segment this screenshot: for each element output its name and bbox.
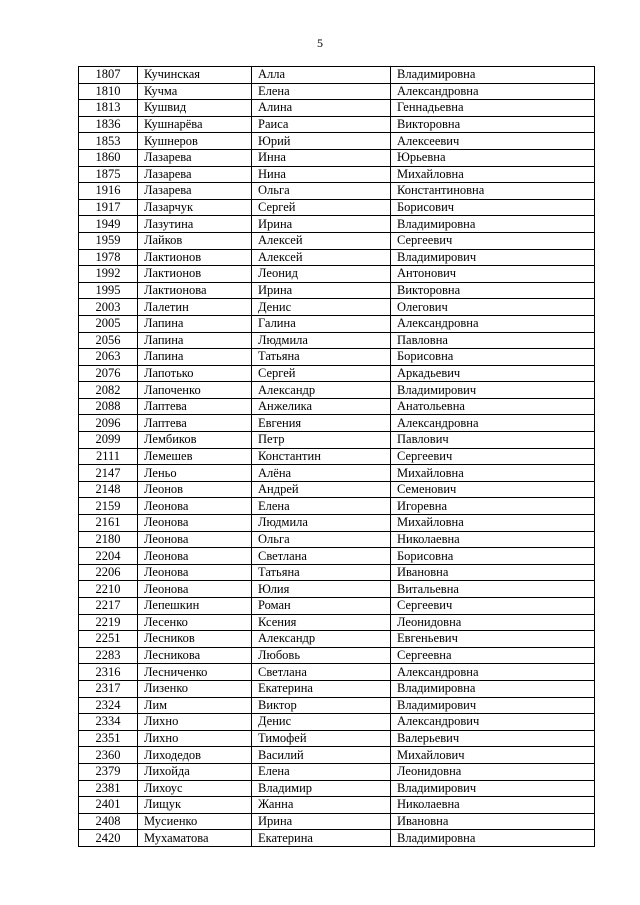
last-name-cell: Леонова xyxy=(138,564,252,581)
first-name-cell: Ирина xyxy=(252,216,391,233)
table-row xyxy=(79,149,595,166)
patronymic-cell: Николаевна xyxy=(391,531,595,548)
last-name-cell: Лапина xyxy=(138,315,252,332)
record-number-cell: 2088 xyxy=(79,398,138,415)
patronymic-cell: Александровна xyxy=(391,315,595,332)
record-number-cell: 2408 xyxy=(79,813,138,830)
first-name-cell: Раиса xyxy=(252,116,391,133)
table-row xyxy=(79,448,595,465)
patronymic-cell: Владимировна xyxy=(391,216,595,233)
record-number-cell: 2420 xyxy=(79,830,138,847)
last-name-cell: Лазарева xyxy=(138,149,252,166)
last-name-cell: Лазарева xyxy=(138,166,252,183)
first-name-cell: Василий xyxy=(252,747,391,764)
table-row xyxy=(79,249,595,266)
record-number-cell: 2111 xyxy=(79,448,138,465)
record-number-cell: 1875 xyxy=(79,166,138,183)
first-name-cell: Андрей xyxy=(252,481,391,498)
last-name-cell: Лихно xyxy=(138,730,252,747)
last-name-cell: Лапина xyxy=(138,332,252,349)
first-name-cell: Алексей xyxy=(252,249,391,266)
first-name-cell: Александр xyxy=(252,382,391,399)
last-name-cell: Лактионова xyxy=(138,282,252,299)
first-name-cell: Екатерина xyxy=(252,830,391,847)
table-row xyxy=(79,432,595,449)
first-name-cell: Петр xyxy=(252,432,391,449)
last-name-cell: Лапотько xyxy=(138,365,252,382)
last-name-cell: Мухаматова xyxy=(138,830,252,847)
last-name-cell: Лим xyxy=(138,697,252,714)
table-row xyxy=(79,83,595,100)
patronymic-cell: Владимировна xyxy=(391,830,595,847)
table-row xyxy=(79,797,595,814)
table-row xyxy=(79,515,595,532)
table-row xyxy=(79,266,595,283)
last-name-cell: Лемешев xyxy=(138,448,252,465)
first-name-cell: Ксения xyxy=(252,614,391,631)
table-row xyxy=(79,614,595,631)
first-name-cell: Елена xyxy=(252,83,391,100)
record-number-cell: 2324 xyxy=(79,697,138,714)
table-row xyxy=(79,697,595,714)
first-name-cell: Людмила xyxy=(252,332,391,349)
last-name-cell: Кушнеров xyxy=(138,133,252,150)
table-row xyxy=(79,647,595,664)
last-name-cell: Лесниченко xyxy=(138,664,252,681)
patronymic-cell: Александровна xyxy=(391,83,595,100)
first-name-cell: Людмила xyxy=(252,515,391,532)
patronymic-cell: Константиновна xyxy=(391,183,595,200)
last-name-cell: Лазарева xyxy=(138,183,252,200)
patronymic-cell: Ивановна xyxy=(391,813,595,830)
last-name-cell: Лаптева xyxy=(138,415,252,432)
first-name-cell: Светлана xyxy=(252,664,391,681)
patronymic-cell: Михайловна xyxy=(391,166,595,183)
table-row xyxy=(79,133,595,150)
patronymic-cell: Николаевна xyxy=(391,797,595,814)
table-row xyxy=(79,631,595,648)
table-row xyxy=(79,714,595,731)
patronymic-cell: Аркадьевич xyxy=(391,365,595,382)
record-number-cell: 2381 xyxy=(79,780,138,797)
table-row xyxy=(79,680,595,697)
patronymic-cell: Александровна xyxy=(391,664,595,681)
last-name-cell: Лактионов xyxy=(138,249,252,266)
first-name-cell: Светлана xyxy=(252,548,391,565)
record-number-cell: 1813 xyxy=(79,100,138,117)
record-number-cell: 2180 xyxy=(79,531,138,548)
table-row xyxy=(79,747,595,764)
table-row xyxy=(79,183,595,200)
last-name-cell: Лаптева xyxy=(138,398,252,415)
last-name-cell: Лихойда xyxy=(138,763,252,780)
record-number-cell: 1916 xyxy=(79,183,138,200)
table-row xyxy=(79,531,595,548)
patronymic-cell: Викторовна xyxy=(391,116,595,133)
patronymic-cell: Александровна xyxy=(391,415,595,432)
patronymic-cell: Сергеевич xyxy=(391,232,595,249)
first-name-cell: Леонид xyxy=(252,266,391,283)
record-number-cell: 2379 xyxy=(79,763,138,780)
last-name-cell: Лихно xyxy=(138,714,252,731)
table-row xyxy=(79,315,595,332)
patronymic-cell: Юрьевна xyxy=(391,149,595,166)
table-row xyxy=(79,166,595,183)
last-name-cell: Лесенко xyxy=(138,614,252,631)
table-row xyxy=(79,581,595,598)
table-row xyxy=(79,382,595,399)
table-row xyxy=(79,116,595,133)
last-name-cell: Лазарчук xyxy=(138,199,252,216)
table-row xyxy=(79,830,595,847)
first-name-cell: Ольга xyxy=(252,183,391,200)
patronymic-cell: Александрович xyxy=(391,714,595,731)
table-row xyxy=(79,498,595,515)
patronymic-cell: Алексеевич xyxy=(391,133,595,150)
record-number-cell: 2210 xyxy=(79,581,138,598)
patronymic-cell: Борисович xyxy=(391,199,595,216)
patronymic-cell: Владимирович xyxy=(391,780,595,797)
record-number-cell: 2148 xyxy=(79,481,138,498)
record-number-cell: 1860 xyxy=(79,149,138,166)
last-name-cell: Лактионов xyxy=(138,266,252,283)
record-number-cell: 1810 xyxy=(79,83,138,100)
last-name-cell: Кушвид xyxy=(138,100,252,117)
first-name-cell: Алексей xyxy=(252,232,391,249)
last-name-cell: Леонов xyxy=(138,481,252,498)
first-name-cell: Юрий xyxy=(252,133,391,150)
table-row xyxy=(79,67,595,84)
record-number-cell: 2159 xyxy=(79,498,138,515)
record-number-cell: 1807 xyxy=(79,67,138,84)
patronymic-cell: Михайловна xyxy=(391,465,595,482)
record-number-cell: 1949 xyxy=(79,216,138,233)
patronymic-cell: Ивановна xyxy=(391,564,595,581)
first-name-cell: Сергей xyxy=(252,199,391,216)
first-name-cell: Денис xyxy=(252,299,391,316)
table-row xyxy=(79,332,595,349)
last-name-cell: Кучинская xyxy=(138,67,252,84)
last-name-cell: Леонова xyxy=(138,548,252,565)
last-name-cell: Кучма xyxy=(138,83,252,100)
table-row xyxy=(79,813,595,830)
record-number-cell: 2063 xyxy=(79,349,138,366)
patronymic-cell: Владимирович xyxy=(391,382,595,399)
table-row xyxy=(79,199,595,216)
last-name-cell: Кушнарёва xyxy=(138,116,252,133)
first-name-cell: Владимир xyxy=(252,780,391,797)
first-name-cell: Татьяна xyxy=(252,349,391,366)
record-number-cell: 2217 xyxy=(79,598,138,615)
patronymic-cell: Геннадьевна xyxy=(391,100,595,117)
first-name-cell: Любовь xyxy=(252,647,391,664)
first-name-cell: Екатерина xyxy=(252,680,391,697)
last-name-cell: Лайков xyxy=(138,232,252,249)
first-name-cell: Константин xyxy=(252,448,391,465)
record-number-cell: 2147 xyxy=(79,465,138,482)
first-name-cell: Ольга xyxy=(252,531,391,548)
first-name-cell: Алина xyxy=(252,100,391,117)
last-name-cell: Лиходедов xyxy=(138,747,252,764)
roster-body xyxy=(79,67,595,847)
table-row xyxy=(79,232,595,249)
record-number-cell: 2316 xyxy=(79,664,138,681)
last-name-cell: Лалетин xyxy=(138,299,252,316)
first-name-cell: Жанна xyxy=(252,797,391,814)
last-name-cell: Лесникова xyxy=(138,647,252,664)
patronymic-cell: Викторовна xyxy=(391,282,595,299)
record-number-cell: 2005 xyxy=(79,315,138,332)
last-name-cell: Леньо xyxy=(138,465,252,482)
patronymic-cell: Владимирович xyxy=(391,697,595,714)
patronymic-cell: Игоревна xyxy=(391,498,595,515)
first-name-cell: Денис xyxy=(252,714,391,731)
table-row xyxy=(79,299,595,316)
patronymic-cell: Павловна xyxy=(391,332,595,349)
patronymic-cell: Анатольевна xyxy=(391,398,595,415)
table-row xyxy=(79,398,595,415)
table-row xyxy=(79,465,595,482)
patronymic-cell: Владимировна xyxy=(391,67,595,84)
table-row xyxy=(79,598,595,615)
first-name-cell: Галина xyxy=(252,315,391,332)
last-name-cell: Лембиков xyxy=(138,432,252,449)
record-number-cell: 2204 xyxy=(79,548,138,565)
patronymic-cell: Сергеевна xyxy=(391,647,595,664)
first-name-cell: Ирина xyxy=(252,282,391,299)
patronymic-cell: Владимировна xyxy=(391,680,595,697)
patronymic-cell: Валерьевич xyxy=(391,730,595,747)
last-name-cell: Лапоченко xyxy=(138,382,252,399)
record-number-cell: 2003 xyxy=(79,299,138,316)
patronymic-cell: Борисовна xyxy=(391,548,595,565)
patronymic-cell: Сергеевич xyxy=(391,448,595,465)
first-name-cell: Нина xyxy=(252,166,391,183)
record-number-cell: 2096 xyxy=(79,415,138,432)
last-name-cell: Леонова xyxy=(138,581,252,598)
first-name-cell: Алёна xyxy=(252,465,391,482)
table-row xyxy=(79,282,595,299)
record-number-cell: 2251 xyxy=(79,631,138,648)
patronymic-cell: Витальевна xyxy=(391,581,595,598)
patronymic-cell: Олегович xyxy=(391,299,595,316)
record-number-cell: 2360 xyxy=(79,747,138,764)
first-name-cell: Елена xyxy=(252,498,391,515)
record-number-cell: 1992 xyxy=(79,266,138,283)
record-number-cell: 1853 xyxy=(79,133,138,150)
record-number-cell: 2076 xyxy=(79,365,138,382)
table-row xyxy=(79,216,595,233)
record-number-cell: 1959 xyxy=(79,232,138,249)
table-row xyxy=(79,100,595,117)
table-row xyxy=(79,564,595,581)
table-row xyxy=(79,481,595,498)
first-name-cell: Анжелика xyxy=(252,398,391,415)
first-name-cell: Александр xyxy=(252,631,391,648)
patronymic-cell: Павлович xyxy=(391,432,595,449)
table-row xyxy=(79,664,595,681)
table-row xyxy=(79,763,595,780)
patronymic-cell: Антонович xyxy=(391,266,595,283)
patronymic-cell: Леонидовна xyxy=(391,614,595,631)
first-name-cell: Виктор xyxy=(252,697,391,714)
record-number-cell: 2219 xyxy=(79,614,138,631)
patronymic-cell: Семенович xyxy=(391,481,595,498)
patronymic-cell: Владимирович xyxy=(391,249,595,266)
last-name-cell: Лихоус xyxy=(138,780,252,797)
patronymic-cell: Леонидовна xyxy=(391,763,595,780)
record-number-cell: 1978 xyxy=(79,249,138,266)
last-name-cell: Лищук xyxy=(138,797,252,814)
record-number-cell: 2082 xyxy=(79,382,138,399)
patronymic-cell: Михайлович xyxy=(391,747,595,764)
first-name-cell: Евгения xyxy=(252,415,391,432)
first-name-cell: Ирина xyxy=(252,813,391,830)
record-number-cell: 2056 xyxy=(79,332,138,349)
first-name-cell: Инна xyxy=(252,149,391,166)
table-row xyxy=(79,349,595,366)
table-row xyxy=(79,730,595,747)
last-name-cell: Лесников xyxy=(138,631,252,648)
first-name-cell: Сергей xyxy=(252,365,391,382)
table-row xyxy=(79,780,595,797)
last-name-cell: Леонова xyxy=(138,531,252,548)
record-number-cell: 2401 xyxy=(79,797,138,814)
first-name-cell: Юлия xyxy=(252,581,391,598)
record-number-cell: 2206 xyxy=(79,564,138,581)
patronymic-cell: Борисовна xyxy=(391,349,595,366)
first-name-cell: Алла xyxy=(252,67,391,84)
record-number-cell: 1995 xyxy=(79,282,138,299)
first-name-cell: Татьяна xyxy=(252,564,391,581)
record-number-cell: 1917 xyxy=(79,199,138,216)
last-name-cell: Леонова xyxy=(138,498,252,515)
first-name-cell: Елена xyxy=(252,763,391,780)
table-row xyxy=(79,415,595,432)
patronymic-cell: Евгеньевич xyxy=(391,631,595,648)
record-number-cell: 2161 xyxy=(79,515,138,532)
first-name-cell: Роман xyxy=(252,598,391,615)
last-name-cell: Леонова xyxy=(138,515,252,532)
record-number-cell: 2283 xyxy=(79,647,138,664)
patronymic-cell: Сергеевич xyxy=(391,598,595,615)
record-number-cell: 2334 xyxy=(79,714,138,731)
table-row xyxy=(79,365,595,382)
table-row xyxy=(79,548,595,565)
last-name-cell: Лизенко xyxy=(138,680,252,697)
record-number-cell: 2351 xyxy=(79,730,138,747)
last-name-cell: Лепешкин xyxy=(138,598,252,615)
record-number-cell: 2099 xyxy=(79,432,138,449)
last-name-cell: Лапина xyxy=(138,349,252,366)
record-number-cell: 1836 xyxy=(79,116,138,133)
last-name-cell: Мусиенко xyxy=(138,813,252,830)
record-number-cell: 2317 xyxy=(79,680,138,697)
last-name-cell: Лазутина xyxy=(138,216,252,233)
patronymic-cell: Михайловна xyxy=(391,515,595,532)
roster-table xyxy=(78,66,595,847)
first-name-cell: Тимофей xyxy=(252,730,391,747)
page-number: 5 xyxy=(317,36,323,50)
